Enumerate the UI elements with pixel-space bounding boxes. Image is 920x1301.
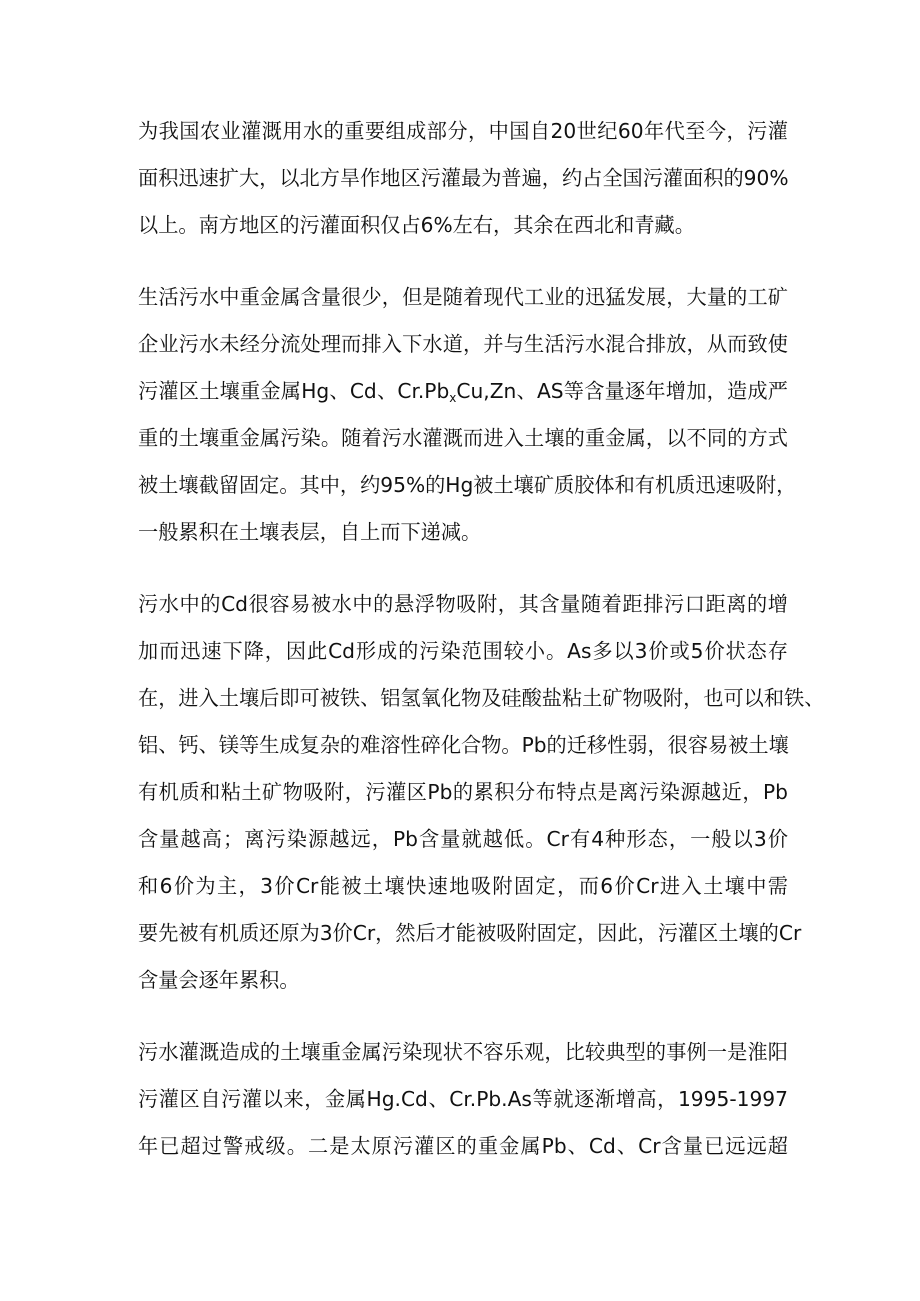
text-line: 面积迅速扩大，以北方旱作地区污灌最为普遍，约占全国污灌面积的90%: [138, 166, 789, 190]
text-line: 为我国农业灌溉用水的重要组成部分，中国自20世纪60年代至今，污灌: [138, 119, 788, 143]
text-line: 在，进入土壤后即可被铁、铝氢氧化物及硅酸盐粘土矿物吸附，也可以和铁、: [138, 686, 825, 710]
subscript: x: [449, 391, 457, 405]
text-line: 重的土壤重金属污染。随着污水灌溉而进入土壤的重金属，以不同的方式: [138, 426, 788, 450]
text-line: 含量会逐年累积。: [138, 968, 300, 992]
text-line: 铝、钙、镁等生成复杂的难溶性碎化合物。Pb的迁移性弱，很容易被土壤: [138, 733, 789, 757]
text-line: 污灌区自污灌以来，金属Hg.Cd、Cr.Pb.As等就逐渐增高，1995-1997: [138, 1087, 788, 1111]
text-line: 加而迅速下降，因此Cd形成的污染范围较小。As多以3价或5价状态存: [138, 639, 788, 663]
text-line: [138, 377, 788, 405]
text-line: 生活污水中重金属含量很少，但是随着现代工业的迅猛发展，大量的工矿: [138, 285, 788, 309]
text-line: 以上。南方地区的污灌面积仅占6%左右，其余在西北和青藏。: [138, 213, 695, 237]
text-line: 污水中的Cd很容易被水中的悬浮物吸附，其含量随着距排污口距离的增: [138, 592, 788, 616]
text-segment: 污灌区土壤重金属Hg、Cd、Cr.Pb: [138, 379, 450, 403]
text-segment: Cu,Zn、AS等含量逐年增加，造成严: [456, 379, 788, 403]
text-line: 污水灌溉造成的土壤重金属污染现状不容乐观，比较典型的事例一是淮阳: [138, 1040, 788, 1064]
text-line: 有机质和粘土矿物吸附，污灌区Pb的累积分布特点是离污染源越近，Pb: [138, 780, 788, 804]
text-line: 一般累积在土壤表层，自上而下递减。: [138, 520, 482, 544]
text-line: 含量越高；离污染源越远，Pb含量就越低。Cr有4种形态，一般以3价: [138, 827, 788, 851]
text-line: 和6价为主，3价Cr能被土壤快速地吸附固定，而6价Cr进入土壤中需: [138, 874, 788, 898]
text-line: 要先被有机质还原为3价Cr，然后才能被吸附固定，因此，污灌区土壤的Cr: [138, 921, 802, 945]
text-line: 被土壤截留固定。其中，约95%的Hg被土壤矿质胶体和有机质迅速吸附，: [138, 473, 797, 497]
text-line: 企业污水未经分流处理而排入下水道，并与生活污水混合排放，从而致使: [138, 332, 788, 356]
text-line: 年已超过警戒级。二是太原污灌区的重金属Pb、Cd、Cr含量已远远超: [138, 1134, 788, 1158]
